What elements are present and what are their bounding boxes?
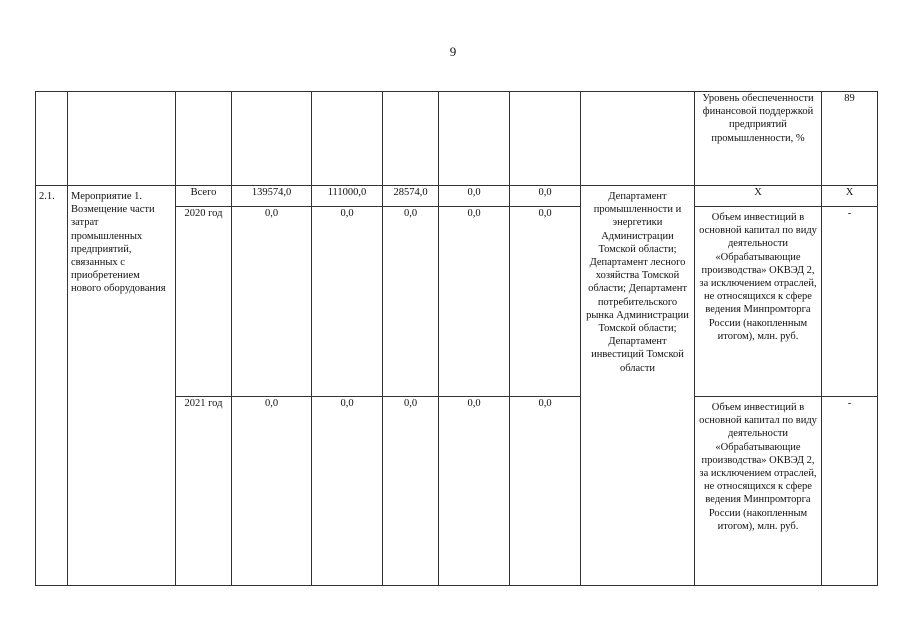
value-cell: 0,0 — [232, 397, 312, 586]
indicator-cell: Объем инвестиций в основной капитал по виду деятельности «Обрабатывающие производства» ОКВЭД 2, за исключением отраслей, не относящихся к сфере ведения Минпромторга России (накопленным итогом), млн. руб. — [695, 207, 822, 397]
value-cell: 0,0 — [439, 397, 510, 586]
cell-empty — [68, 92, 176, 186]
table-row-total — [36, 186, 878, 207]
cell-empty — [383, 92, 439, 186]
value-cell: 0,0 — [383, 397, 439, 586]
activity-number: 2.1. — [36, 186, 68, 586]
value-cell: 111000,0 — [312, 186, 383, 207]
cell-empty — [36, 92, 68, 186]
indicator-cell: Х — [695, 186, 822, 207]
cell-empty — [232, 92, 312, 186]
target-value-cell: 89 — [822, 92, 878, 186]
value-cell: 0,0 — [510, 397, 581, 586]
value-cell: 0,0 — [439, 186, 510, 207]
period-cell: 2020 год — [176, 207, 232, 397]
value-cell: 0,0 — [383, 207, 439, 397]
value-cell: 28574,0 — [383, 186, 439, 207]
department-cell: Департамент промышленности и энергетики Администрации Томской области; Департамент лесного хозяйства Томской области; Департамент потребительского рынка Администрации Томской области; Департамент инвестиций Томской области — [581, 186, 695, 586]
target-value-cell: - — [822, 397, 878, 586]
target-value-cell: Х — [822, 186, 878, 207]
indicator-cell: Объем инвестиций в основной капитал по виду деятельности «Обрабатывающие производства» ОКВЭД 2, за исключением отраслей, не относящихся к сфере ведения Минпромторга России (накопленным итогом), млн. руб. — [695, 397, 822, 586]
cell-empty — [312, 92, 383, 186]
activity-name: Мероприятие 1. Возмещение части затрат промышленных предприятий, связанных с приобретением нового оборудования — [68, 186, 176, 586]
value-cell: 0,0 — [312, 207, 383, 397]
value-cell: 139574,0 — [232, 186, 312, 207]
cell-empty — [581, 92, 695, 186]
activity-table — [35, 91, 878, 586]
cell-empty — [439, 92, 510, 186]
cell-empty — [176, 92, 232, 186]
cell-empty — [510, 92, 581, 186]
value-cell: 0,0 — [439, 207, 510, 397]
value-cell: 0,0 — [510, 207, 581, 397]
value-cell: 0,0 — [510, 186, 581, 207]
page-number: 9 — [449, 44, 457, 59]
continuation-row — [36, 92, 878, 186]
period-cell: 2021 год — [176, 397, 232, 586]
period-cell: Всего — [176, 186, 232, 207]
value-cell: 0,0 — [232, 207, 312, 397]
value-cell: 0,0 — [312, 397, 383, 586]
target-value-cell: - — [822, 207, 878, 397]
indicator-cell: Уровень обеспеченности финансовой поддержкой предприятий промышленности, % — [695, 92, 822, 186]
